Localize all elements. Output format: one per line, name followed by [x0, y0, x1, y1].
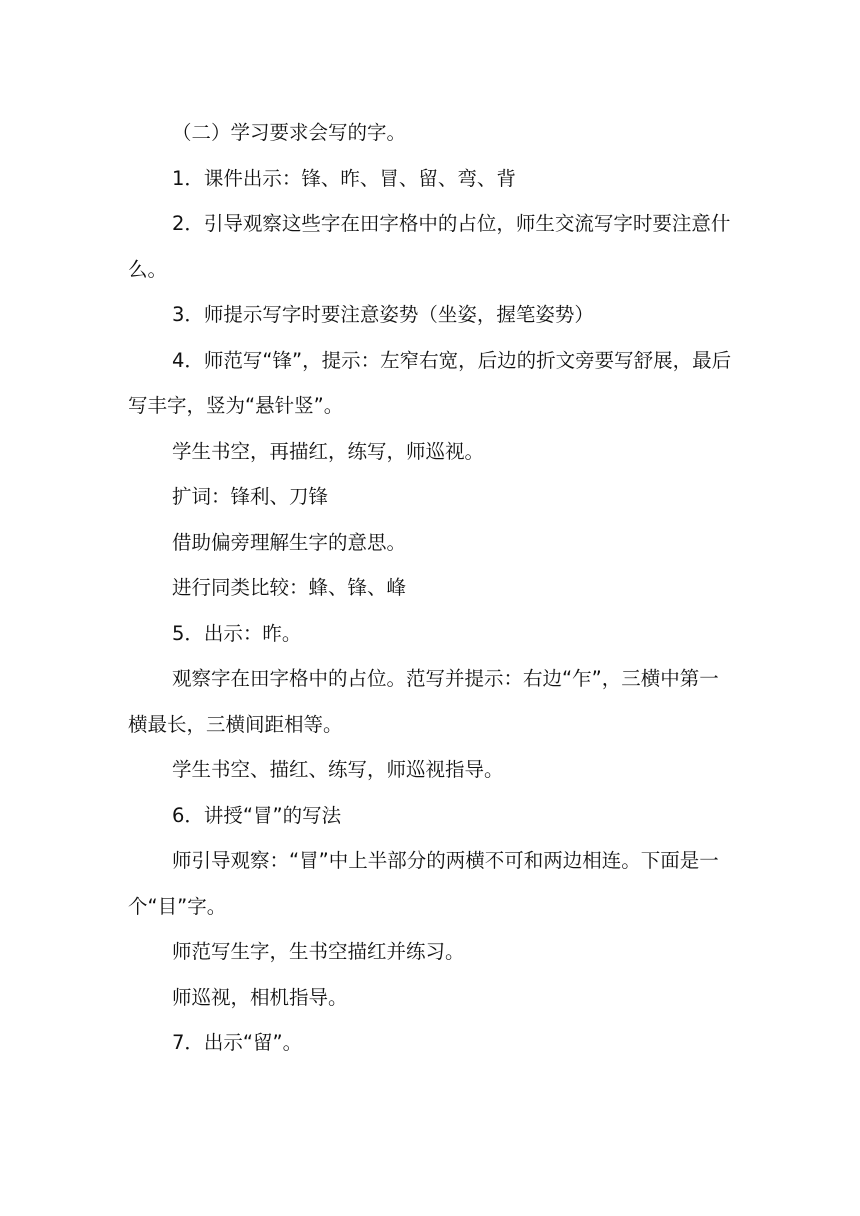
paragraph: 学生书空、描红、练写，师巡视指导。	[172, 758, 504, 781]
paragraph: 师范写生字，生书空描红并练习。	[172, 940, 465, 963]
paragraph: 师巡视，相机指导。	[172, 985, 348, 1009]
paragraph: 扩词：锋利、刀锋	[172, 485, 329, 508]
paragraph: 4．师范写“锋”，提示：左窄右宽，后边的折文旁要写舒展，最后写丰字，竖为“悬针竖”。	[128, 348, 732, 417]
paragraph: 观察字在田字格中的占位。范写并提示：右边“乍”，三横中第一横最长，三横间距相等。	[128, 667, 719, 736]
paragraph: 2．引导观察这些字在田字格中的占位，师生交流写字时要注意什么。	[128, 212, 731, 281]
document-body	[128, 110, 734, 1066]
paragraph: 3．师提示写字时要注意姿势（坐姿，握笔姿势）	[172, 303, 594, 326]
paragraph: 借助偏旁理解生字的意思。	[172, 530, 407, 554]
paragraph: 进行同类比较：蜂、锋、峰	[172, 576, 407, 599]
paragraph: 7．出示“留”。	[172, 1031, 303, 1054]
paragraph: 学生书空，再描红，练写，师巡视。	[172, 439, 485, 463]
section-heading: （二）学习要求会写的字。	[172, 121, 407, 144]
paragraph: 师引导观察：“冒”中上半部分的两横不可和两边相连。下面是一个“目”字。	[128, 849, 719, 918]
paragraph: 6．讲授“冒”的写法	[172, 803, 342, 827]
paragraph: 1．课件出示：锋、昨、冒、留、弯、背	[172, 166, 516, 190]
paragraph: 5．出示：昨。	[172, 621, 302, 645]
